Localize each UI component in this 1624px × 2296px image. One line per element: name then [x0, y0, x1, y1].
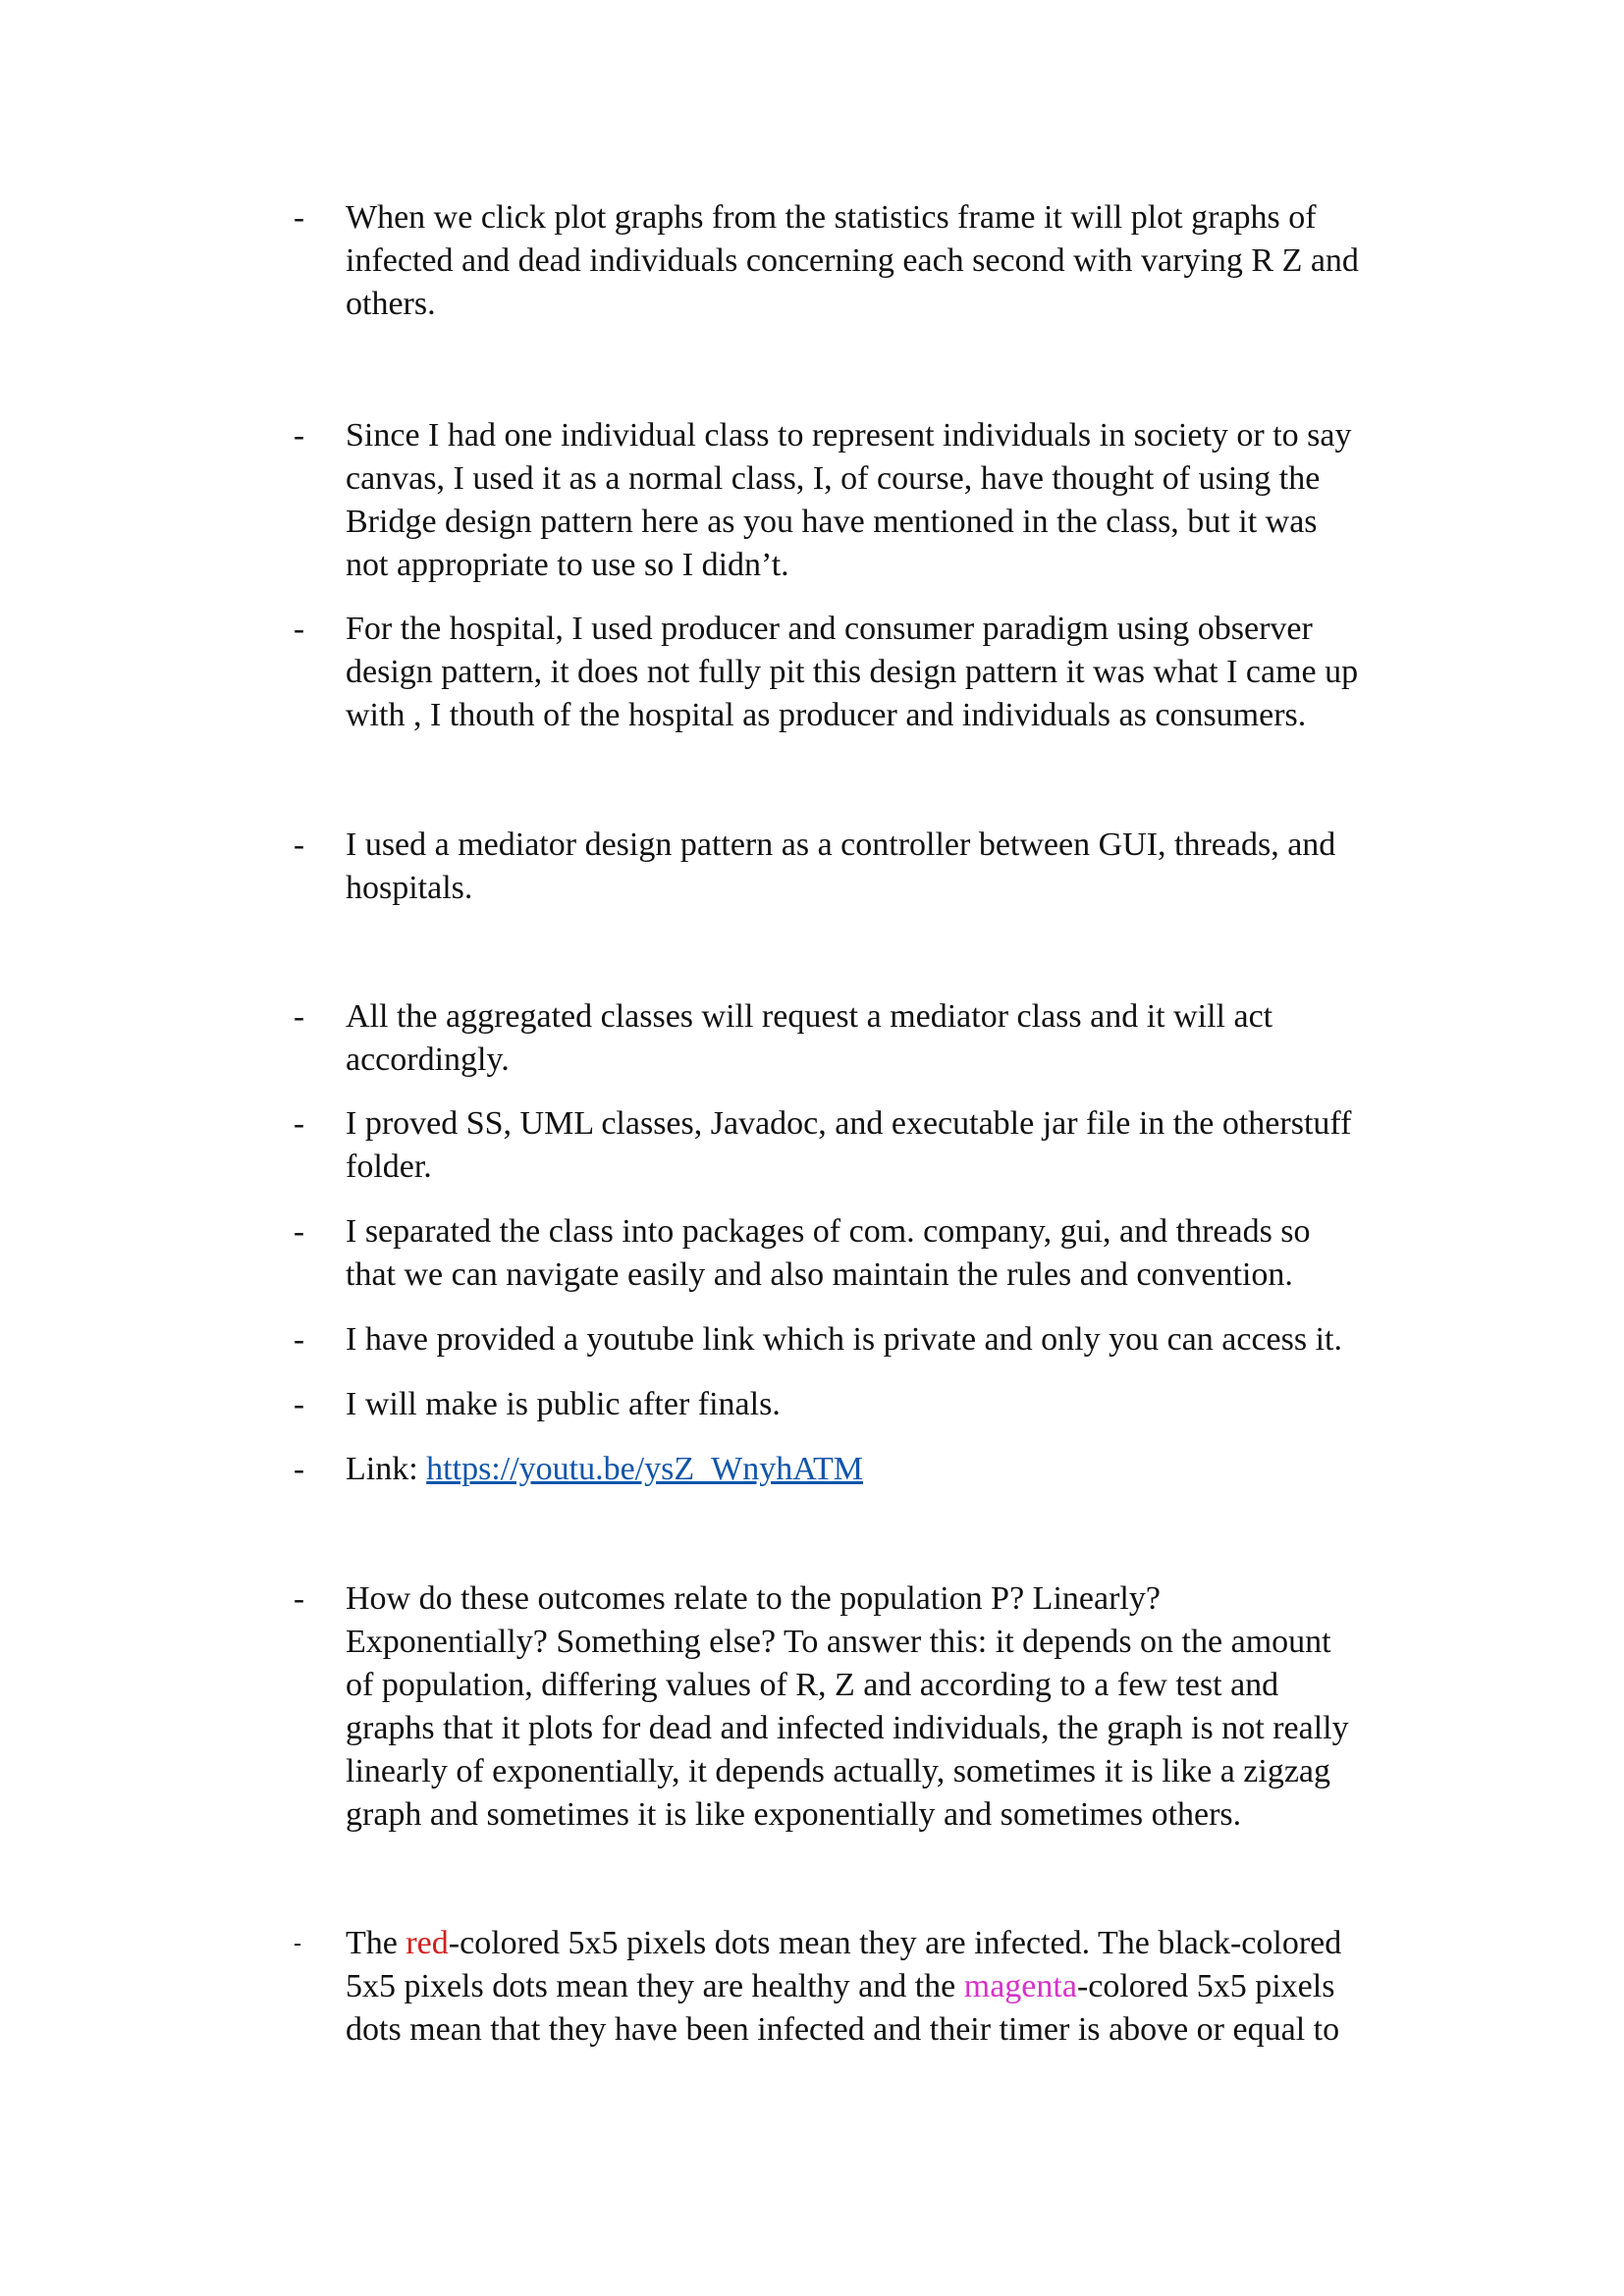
text-line: of population, differing values of R, Z and according to a few test and	[346, 1667, 1279, 1703]
red-word: red	[406, 1925, 449, 1961]
text-line: not appropriate to use so I didn’t.	[346, 547, 789, 583]
dash-marker: -	[294, 612, 304, 647]
text-line: folder.	[346, 1148, 432, 1185]
dash-marker: -	[294, 1106, 304, 1142]
bullet-text	[346, 1383, 1445, 1426]
text-segment: The	[346, 1925, 406, 1961]
text-line: dots mean that they have been infected and their timer is above or equal to	[346, 2011, 1340, 2048]
text-line: Since I had one individual class to represent individuals in society or to say	[346, 417, 1352, 454]
dash-marker: -	[294, 999, 304, 1035]
text-segment: -colored 5x5 pixels	[1076, 1968, 1335, 2004]
text-line: All the aggregated classes will request a mediator class and it will act	[346, 998, 1273, 1035]
text-line: accordingly.	[346, 1041, 510, 1078]
text-line: I used a mediator design pattern as a controller between GUI, threads, and	[346, 827, 1336, 863]
bullet-text	[346, 1318, 1445, 1362]
text-line: design pattern, it does not fully pit this design pattern it was what I came up	[346, 654, 1359, 690]
text-line: I will make is public after finals.	[346, 1386, 781, 1422]
text-line: hospitals.	[346, 870, 473, 906]
text-line	[346, 1448, 1445, 1491]
text-line: canvas, I used it as a normal class, I, of course, have thought of using the	[346, 460, 1321, 497]
text-line	[346, 1965, 1445, 2008]
text-line: I separated the class into packages of com. company, gui, and threads so	[346, 1213, 1311, 1250]
youtube-link[interactable]: https://youtu.be/ysZ_WnyhATM	[426, 1451, 863, 1487]
text-line: How do these outcomes relate to the population P? Linearly?	[346, 1580, 1161, 1617]
text-line: graph and sometimes it is like exponentially and sometimes others.	[346, 1796, 1242, 1833]
bullet-text	[346, 1577, 1445, 1837]
bullet-text	[346, 196, 1445, 326]
dash-marker: -	[294, 1322, 304, 1358]
dash-marker: -	[294, 1214, 304, 1250]
text-line: linearly of exponentially, it depends actually, sometimes it is like a zigzag	[346, 1753, 1331, 1789]
text-line: infected and dead individuals concerning each second with varying R Z and	[346, 242, 1359, 279]
bullet-text	[346, 1448, 1445, 1491]
bullet-text	[346, 995, 1445, 1082]
dash-marker: -	[294, 200, 304, 236]
bullet-text	[346, 1102, 1445, 1189]
dash-marker: -	[294, 1452, 304, 1487]
dash-marker: -	[294, 1387, 304, 1422]
link-label: Link:	[346, 1451, 427, 1487]
bullet-text	[346, 1210, 1445, 1297]
dash-marker: -	[294, 418, 304, 454]
text-line: For the hospital, I used producer and consumer paradigm using observer	[346, 611, 1313, 647]
dash-marker: -	[294, 1581, 304, 1617]
text-line: others.	[346, 286, 436, 322]
text-line: When we click plot graphs from the statistics frame it will plot graphs of	[346, 199, 1317, 236]
text-line: with , I thouth of the hospital as producer and individuals as consumers.	[346, 697, 1307, 733]
text-line: I have provided a youtube link which is private and only you can access it.	[346, 1321, 1342, 1358]
magenta-word: magenta	[963, 1968, 1077, 2004]
text-line: I proved SS, UML classes, Javadoc, and executable jar file in the otherstuff	[346, 1105, 1352, 1142]
text-line: that we can navigate easily and also maintain the rules and convention.	[346, 1256, 1293, 1293]
bullet-text	[346, 414, 1445, 587]
text-line: graphs that it plots for dead and infected individuals, the graph is not really	[346, 1710, 1349, 1746]
dash-marker: -	[294, 1931, 301, 1956]
bullet-text	[346, 1922, 1445, 2052]
dash-marker: -	[294, 828, 304, 863]
text-segment: 5x5 pixels dots mean they are healthy and the	[346, 1968, 964, 2004]
bullet-text	[346, 824, 1445, 910]
text-line: Bridge design pattern here as you have mentioned in the class, but it was	[346, 504, 1318, 540]
bullet-text	[346, 608, 1445, 737]
text-line	[346, 1922, 1445, 1965]
text-segment: -colored 5x5 pixels dots mean they are infected. The black-colored	[448, 1925, 1342, 1961]
text-line: Exponentially? Something else? To answer this: it depends on the amount	[346, 1624, 1331, 1660]
